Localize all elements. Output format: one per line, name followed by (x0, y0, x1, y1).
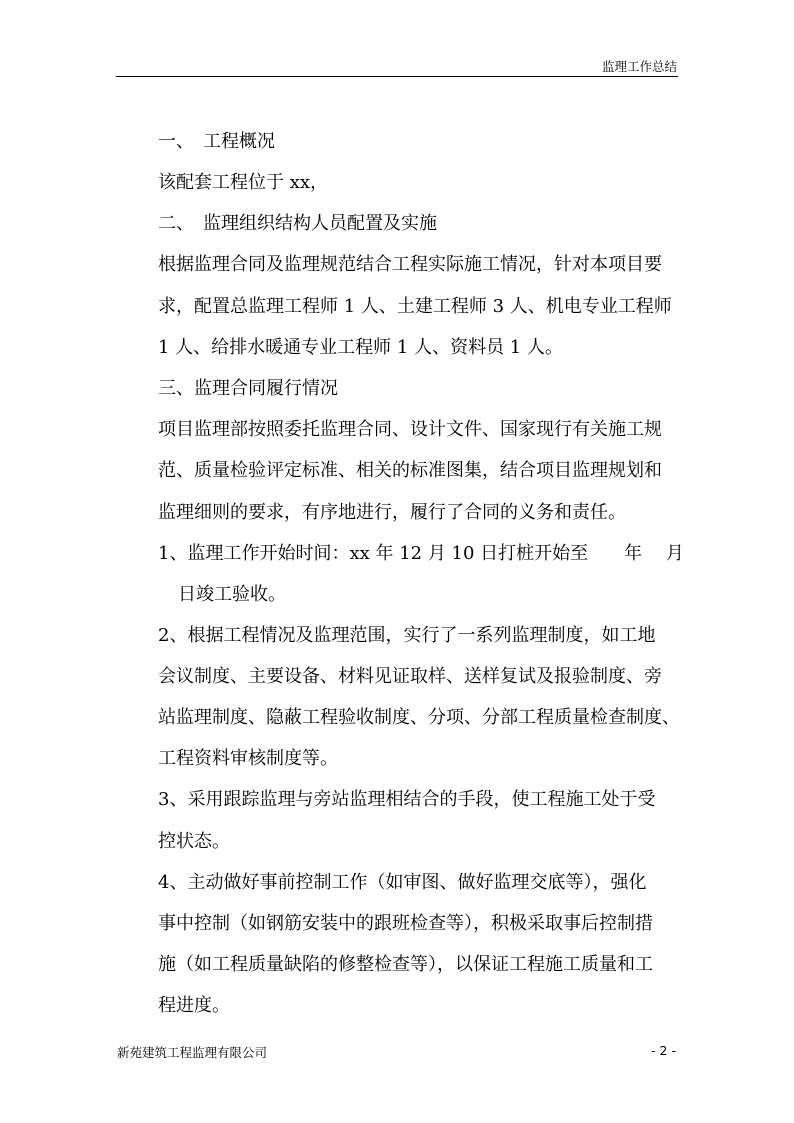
paragraph-1: 该配套工程位于 xx， (158, 172, 329, 193)
list-item-1-line-2: 日竣工验收。 (178, 584, 286, 605)
list-item-2-line-1: 2、根据工程情况及监理范围，实行了一系列监理制度，如工地 (158, 625, 656, 646)
section-heading-2: 二、 监理组织结构人员配置及实施 (158, 213, 437, 234)
list-item-3-line-1: 3、采用跟踪监理与旁站监理相结合的手段，使工程施工处于受 (158, 789, 656, 810)
paragraph-3-line-1: 项目监理部按照委托监理合同、设计文件、国家现行有关施工规 (158, 419, 662, 440)
paragraph-2-line-2: 求，配置总监理工程师 1 人、土建工程师 3 人、机电专业工程师 (158, 296, 672, 317)
header-rule (116, 76, 678, 77)
list-item-2-line-4: 工程资料审核制度等。 (158, 748, 338, 769)
list-item-4-line-3: 施（如工程质量缺陷的修整检查等），以保证工程施工质量和工 (158, 954, 653, 975)
list-item-4-line-1: 4、主动做好事前控制工作（如审图、做好监理交底等），强化 (158, 872, 647, 893)
paragraph-2-line-3: 1 人、给排水暖通专业工程师 1 人、资料员 1 人。 (158, 337, 563, 358)
list-item-4-line-4: 程进度。 (158, 995, 230, 1016)
section-heading-3: 三、监理合同履行情况 (158, 378, 338, 399)
list-item-2-line-3: 站监理制度、隐蔽工程验收制度、分项、分部工程质量检查制度、 (158, 707, 680, 728)
list-item-4-line-2: 事中控制（如钢筋安装中的跟班检查等），积极采取事后控制措 (158, 913, 653, 934)
footer-page-number: - 2 - (651, 1043, 676, 1058)
header-title: 监理工作总结 (601, 59, 677, 74)
paragraph-3-line-2: 范、质量检验评定标准、相关的标准图集，结合项目监理规划和 (158, 460, 662, 481)
list-item-1-line-1: 1、监理工作开始时间：xx 年 12 月 10 日打桩开始至 年 月 (158, 543, 684, 564)
paragraph-2-line-1: 根据监理合同及监理规范结合工程实际施工情况，针对本项目要 (158, 254, 662, 275)
footer-company: 新苑建筑工程监理有限公司 (117, 1045, 268, 1060)
section-heading-1: 一、 工程概况 (158, 131, 275, 152)
paragraph-3-line-3: 监理细则的要求，有序地进行，履行了合同的义务和责任。 (158, 502, 626, 523)
list-item-3-line-2: 控状态。 (158, 831, 230, 852)
list-item-2-line-2: 会议制度、主要设备、材料见证取样、送样复试及报验制度、旁 (158, 666, 662, 687)
